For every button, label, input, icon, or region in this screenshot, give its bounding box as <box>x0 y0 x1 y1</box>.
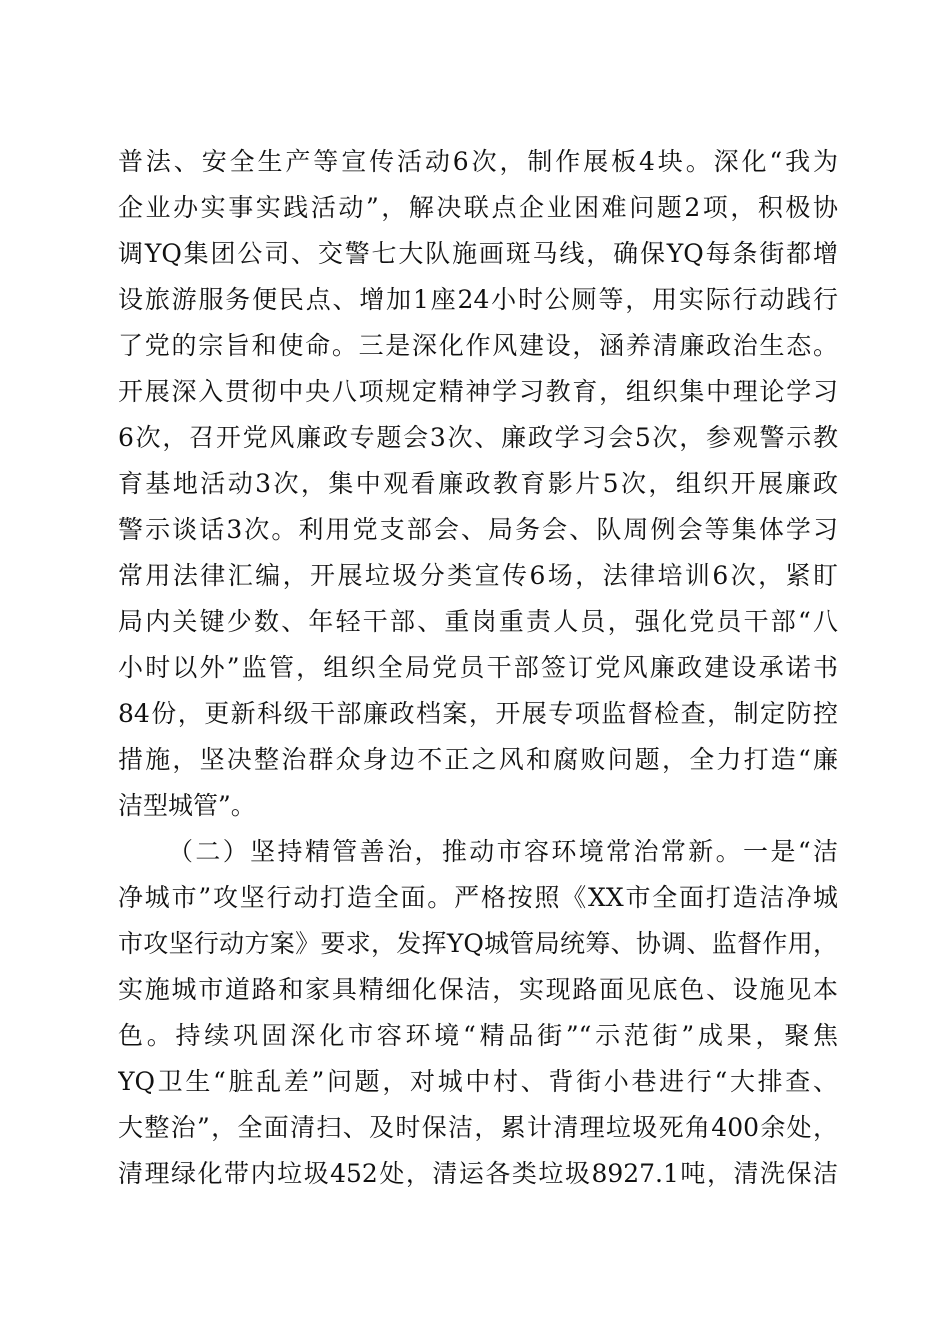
text-line: 局内关键少数、年轻干部、重岗重责人员，强化党员干部“八 <box>118 607 838 636</box>
text-line: YQ卫生“脏乱差”问题，对城中村、背街小巷进行“大排查、 <box>118 1067 838 1096</box>
text-line: 育基地活动3次，集中观看廉政教育影片5次，组织开展廉政 <box>118 469 838 498</box>
text-line: 普法、安全生产等宣传活动6次，制作展板4块。深化“我为 <box>118 147 838 176</box>
text-line: 措施，坚决整治群众身边不正之风和腐败问题，全力打造“廉 <box>118 745 838 774</box>
text-line: 84份，更新科级干部廉政档案，开展专项监督检查，制定防控 <box>118 699 838 728</box>
section-heading-line: （二）坚持精管善治，推动市容环境常治常新。一是“洁 <box>168 837 838 866</box>
text-line: 企业办实事实践活动”，解决联点企业困难问题2项，积极协 <box>118 193 838 222</box>
text-line: 调YQ集团公司、交警七大队施画斑马线，确保YQ每条街都增 <box>118 239 838 268</box>
text-line: 开展深入贯彻中央八项规定精神学习教育，组织集中理论学习 <box>118 377 838 406</box>
text-line: 小时以外”监管，组织全局党员干部签订党风廉政建设承诺书 <box>118 653 838 682</box>
text-line: 市攻坚行动方案》要求，发挥YQ城管局统筹、协调、监督作用， <box>118 929 838 958</box>
document-body <box>118 139 838 1197</box>
text-line: 净城市”攻坚行动打造全面。严格按照《XX市全面打造洁净城 <box>118 883 838 912</box>
text-line: 色。持续巩固深化市容环境“精品街”“示范街”成果，聚焦 <box>118 1021 838 1050</box>
text-line: 了党的宗旨和使命。三是深化作风建设，涵养清廉政治生态。 <box>118 331 838 360</box>
text-line: 警示谈话3次。利用党支部会、局务会、队周例会等集体学习 <box>118 515 838 544</box>
text-line: 常用法律汇编，开展垃圾分类宣传6场，法律培训6次，紧盯 <box>118 561 838 590</box>
text-line: 设旅游服务便民点、增加1座24小时公厕等，用实际行动践行 <box>118 285 838 314</box>
text-line: 实施城市道路和家具精细化保洁，实现路面见底色、设施见本 <box>118 975 838 1004</box>
text-line: 清理绿化带内垃圾452处，清运各类垃圾8927.1吨，清洗保洁 <box>118 1159 838 1188</box>
text-line: 大整治”，全面清扫、及时保洁，累计清理垃圾死角400余处， <box>118 1113 838 1142</box>
paragraph-end-line: 洁型城管”。 <box>118 791 256 820</box>
text-line: 6次，召开党风廉政专题会3次、廉政学习会5次，参观警示教 <box>118 423 838 452</box>
